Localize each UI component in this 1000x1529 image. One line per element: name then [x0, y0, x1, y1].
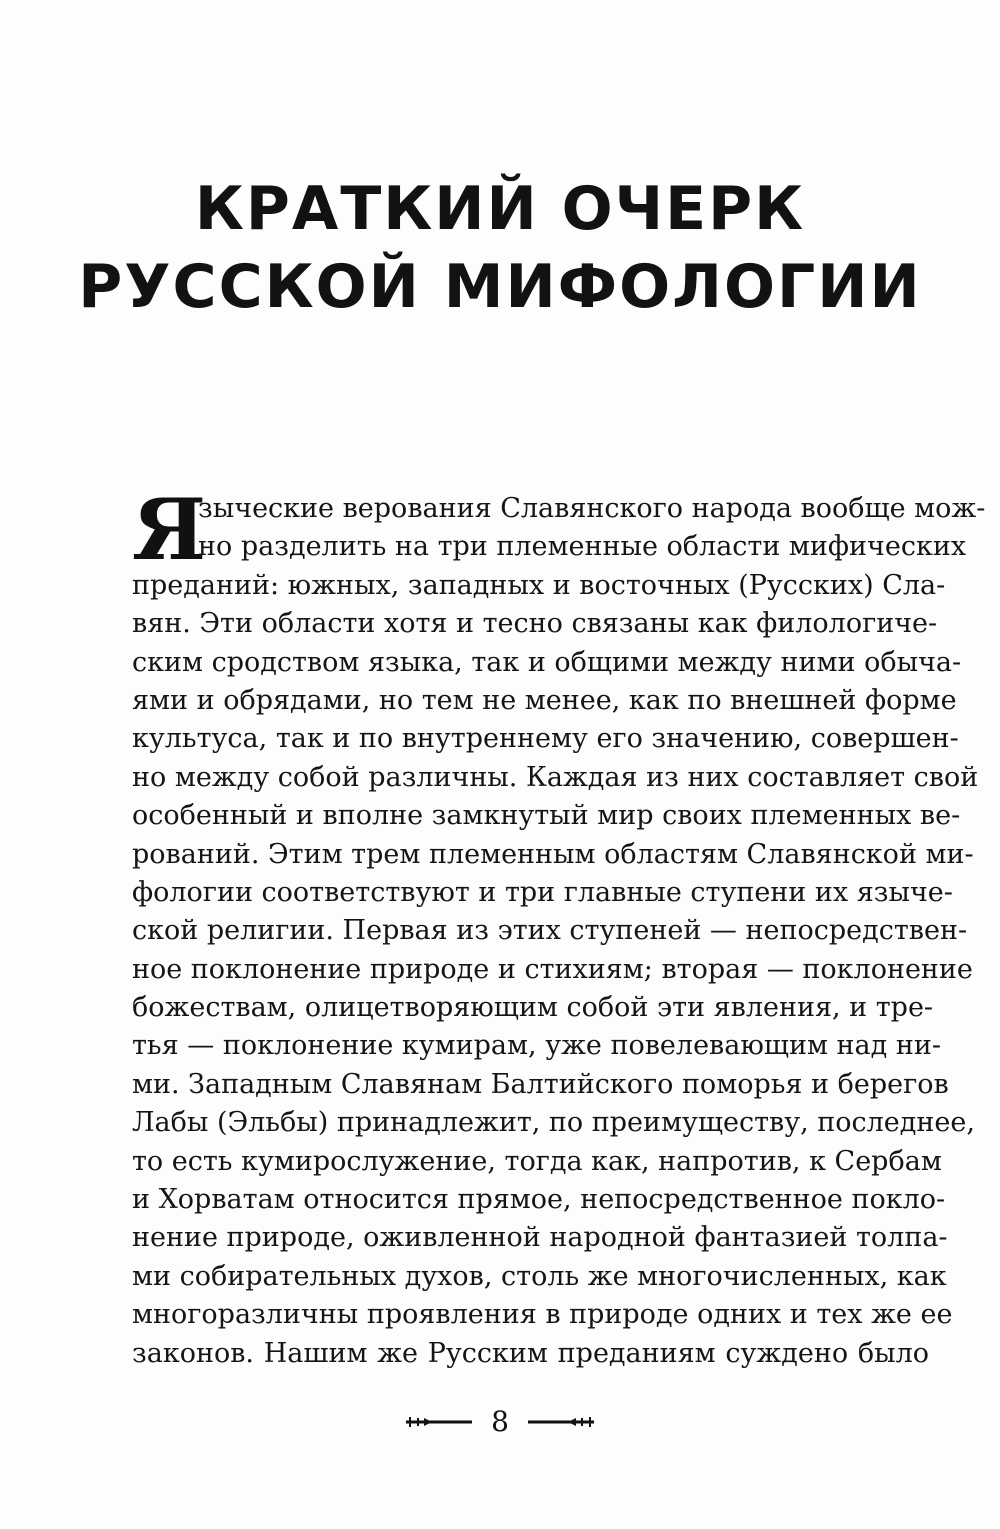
- text-line: ное поклонение природе и стихиям; вторая — поклонение: [132, 953, 973, 985]
- text-line: рований. Этим трем племенным областям Славянской ми-: [132, 838, 974, 870]
- text-line: Лабы (Эльбы) принадлежит, по преимуществу, последнее,: [132, 1107, 975, 1139]
- chapter-title: [0, 170, 1000, 326]
- text-line: законов. Нашим же Русским преданиям суждено было: [132, 1337, 929, 1369]
- text-line: то есть кумирослужение, тогда как, напротив, к Сербам: [132, 1145, 942, 1177]
- text-line: преданий: южных, западных и восточных (Русских) Сла-: [132, 569, 946, 601]
- drop-cap: Я: [132, 480, 207, 579]
- text-line: культуса, так и по внутреннему его значению, совершен-: [132, 723, 959, 755]
- text-line: ями и обрядами, но тем не менее, как по внешней форме: [132, 684, 957, 716]
- chapter-title-line-2: РУССКОЙ МИФОЛОГИИ: [78, 252, 922, 322]
- text-line: многоразличны проявления в природе одних и тех же ее: [132, 1299, 953, 1331]
- text-line: ской религии. Первая из этих ступеней — непосредствен-: [132, 915, 968, 947]
- body-paragraph: [132, 480, 986, 1373]
- text-line: божествам, олицетворяющим собой эти явления, и тре-: [132, 992, 934, 1024]
- right-ornament-icon: [526, 1415, 596, 1429]
- text-line: зыческие верования Славянского народа вообще мож-: [198, 493, 986, 524]
- text-line: нение природе, оживленной народной фантазией толпа-: [132, 1222, 948, 1254]
- page-number: 8: [491, 1404, 509, 1438]
- text-line: и Хорватам относится прямое, непосредственное покло-: [132, 1184, 946, 1216]
- text-line: но разделить на три племенные области мифических: [198, 531, 967, 563]
- left-ornament-icon: [404, 1415, 474, 1429]
- text-line: ским сродством языка, так и общими между ними обыча-: [132, 646, 962, 678]
- text-line: вян. Эти области хотя и тесно связаны как филологиче-: [132, 608, 938, 640]
- text-line: фологии соответствуют и три главные ступени их языче-: [132, 876, 953, 908]
- text-line: ми собирательных духов, столь же многочисленных, как: [132, 1260, 947, 1292]
- text-line: особенный и вполне замкнутый мир своих племенных ве-: [132, 800, 961, 832]
- chapter-title-line-1: КРАТКИЙ ОЧЕРК: [194, 174, 806, 244]
- text-line: ми. Западным Славянам Балтийского поморья и берегов: [132, 1068, 949, 1100]
- text-line: тья — поклонение кумирам, уже повелевающим над ни-: [132, 1030, 941, 1062]
- text-line: но между собой различны. Каждая из них составляет свой: [132, 761, 979, 793]
- page-footer: [0, 1400, 1000, 1442]
